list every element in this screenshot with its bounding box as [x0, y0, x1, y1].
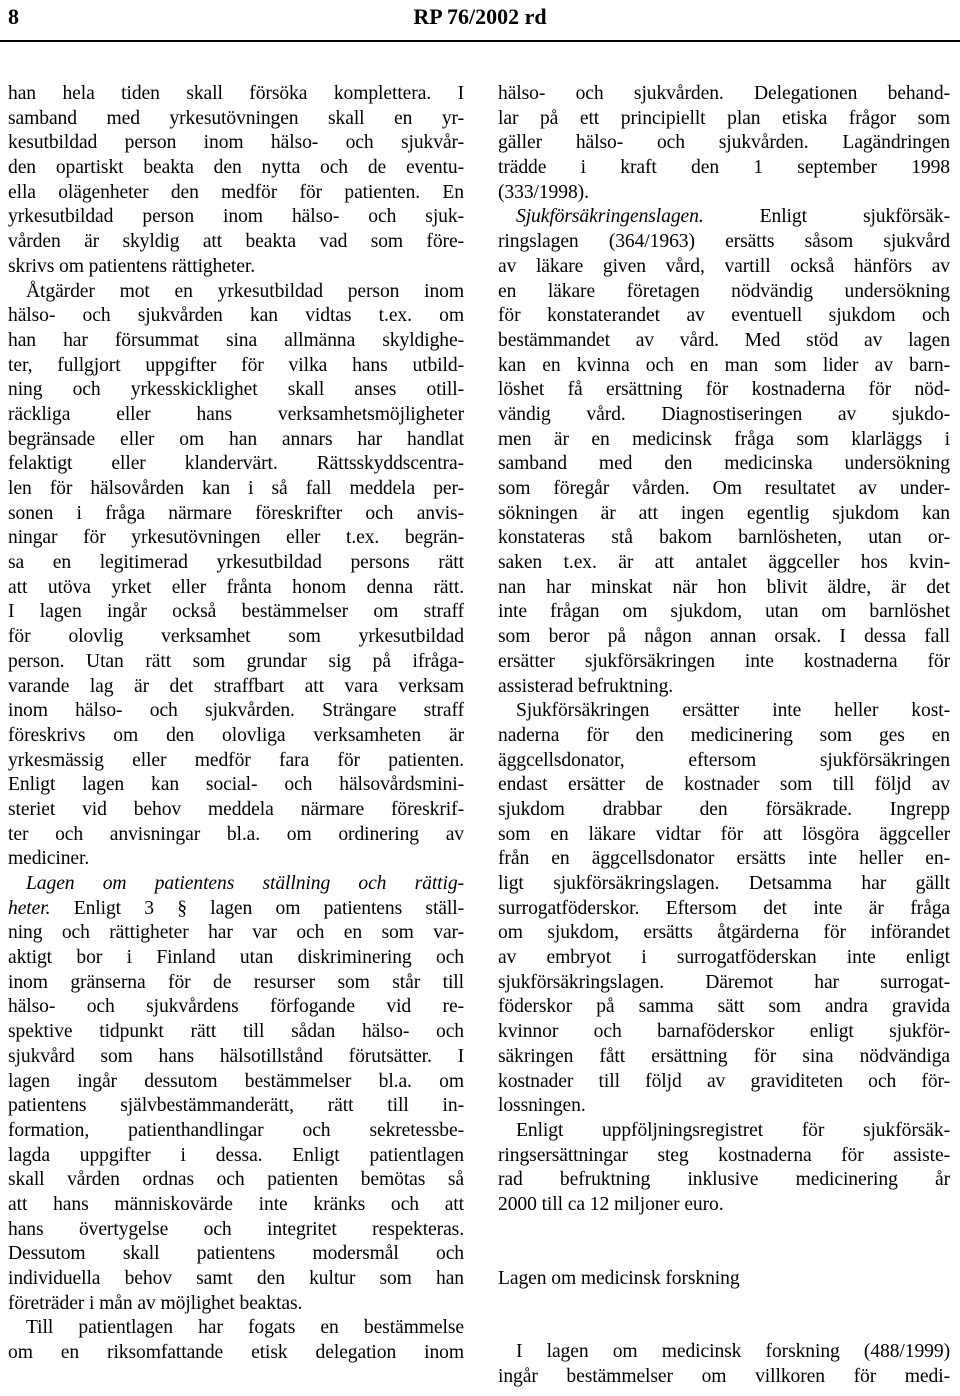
text-line: av embryot i surrogatföderskan inte enligt	[498, 947, 950, 969]
text-line: kan en kvinna och en man som lider av barn-	[498, 354, 950, 376]
text-line: sjukförsäkringslagen. Däremot har surrogat-	[498, 971, 950, 993]
text-line: ter och anvisningar bl.a. om ordinering av	[8, 823, 464, 845]
text-run: Enligt sjukförsäk-	[703, 206, 950, 228]
text-line: ligt sjukförsäkringslagen. Detsamma har gällt	[498, 873, 950, 894]
text-line: från en äggcellsdonator ersätts inte heller en-	[498, 848, 950, 870]
text-line: aktigt bor i Finland utan diskriminering och	[8, 947, 464, 969]
text-line: ter, fullgjort uppgifter för vilka hans utbild-	[8, 354, 464, 376]
text-line: ringslagen (364/1963) ersätts såsom sjukvård	[498, 231, 950, 253]
italic-heading: Sjukförsäkringenslagen.	[516, 206, 704, 228]
text-line: kostnader till följd av graviditeten och för-	[498, 1070, 950, 1092]
text-line: som en läkare vidtar för att lösgöra äggceller	[498, 823, 950, 845]
text-line: konstateras stå bakom barnlösheten, utan or-	[498, 527, 950, 549]
text-line: som beror på någon annan orsak. I dessa fall	[498, 626, 950, 648]
text-line: ella olägenheter den medför för patienten. En	[8, 181, 464, 203]
text-line: surrogatföderskor. Eftersom det inte är fråga	[498, 897, 950, 919]
right-text-column	[498, 82, 950, 1394]
text-line: föreskrivs om den olovliga verksamheten är	[8, 724, 464, 746]
text-line: Enligt uppföljningsregistret för sjukförsäk-	[516, 1119, 950, 1141]
text-line: Lagen om patientens ställning och rättig-	[26, 873, 464, 894]
text-line: Enligt lagen kan social- och hälsovårdsmini-	[8, 774, 464, 796]
text-line: sjukvård som hans hälsotillstånd förutsätter. I	[8, 1045, 464, 1067]
text-line: person. Utan rätt som grundar sig på ifråga-	[8, 650, 464, 672]
text-line: assisterad befruktning.	[498, 675, 674, 697]
text-line: företräder i mån av möjlighet beaktas.	[8, 1292, 303, 1314]
text-line: av läkare given vård, vartill också hänförs av	[498, 255, 950, 277]
text-line: saken t.ex. är att antalet äggceller hos kvin-	[498, 552, 950, 574]
text-line: att hans människovärde inte kränks och att	[8, 1193, 464, 1215]
text-line: Sjukförsäkringen ersätter inte heller kost-	[516, 700, 950, 722]
text-line: sökningen är att ingen egentlig sjukdom kan	[498, 502, 950, 524]
text-line: hälso- och sjukvårdens förfogande vid re-	[8, 996, 464, 1018]
text-line: nan har minskat när hon blivit äldre, är det	[498, 576, 950, 598]
text-line: ning och yrkesskicklighet skall anses otill-	[8, 379, 464, 401]
left-text-column	[8, 82, 464, 1394]
text-line: föderskor på samma sätt som andra gravida	[498, 996, 950, 1018]
text-line: han hela tiden skall försöka komplettera. I	[8, 83, 464, 104]
text-line: varande lag är det straffbart att vara verksam	[8, 675, 464, 697]
text-line: sa en legitimerad yrkesutbildad persons rätt	[8, 552, 464, 574]
text-line: bestämmandet av vård. Med stöd av lagen	[498, 329, 950, 351]
text-line: ersätter sjukförsäkringen inte kostnaderna för	[498, 650, 950, 672]
text-line: löshet få ersättning för kostnaderna för nöd-	[498, 379, 950, 401]
text-line: individuella behov samt den kultur som han	[8, 1268, 464, 1289]
text-line: vården är skyldig att beakta vad som före-	[8, 231, 464, 253]
text-line: inom hälso- och sjukvården. Strängare straff	[8, 700, 464, 722]
text-line: Dessutom skall patientens modersmål och	[8, 1243, 464, 1265]
text-line: kesutbildad person inom hälso- och sjukvår-	[8, 132, 464, 154]
text-line: som föregår vården. Om resultatet av under-	[498, 478, 950, 499]
text-line: sonen i fråga närmare föreskrifter och anvis-	[8, 502, 464, 524]
text-line: säkringen fått ersättning för sina nödvändiga	[498, 1045, 950, 1067]
text-line: spektive tidpunkt rätt till sådan hälso- och	[8, 1021, 464, 1043]
text-line: rad befruktning inklusive medicinering år	[498, 1169, 950, 1191]
text-line: om en riksomfattande etisk delegation inom	[8, 1342, 464, 1364]
text-line: steriet vid behov meddela närmare föreskrif-	[8, 798, 464, 820]
text-line: Till patientlagen har fogats en bestämmelse	[26, 1317, 464, 1339]
text-line: en läkare företagen nödvändig undersökning	[498, 280, 950, 302]
text-line: endast ersätter de kostnader som till följd av	[498, 774, 950, 796]
text-line: inom gränserna för de resurser som står till	[8, 971, 464, 993]
text-line: ringsersättningar steg kostnaderna för assiste-	[498, 1144, 950, 1166]
text-line: yrkesmässig eller medför fara för patienten.	[8, 749, 464, 771]
text-line: lar på ett principiellt plan etiska frågor som	[498, 107, 950, 129]
text-line: kvinnor och barnaföderskor enligt sjukför-	[498, 1021, 950, 1043]
page-number: 8	[8, 4, 19, 29]
text-line: gäller hälso- och sjukvården. Lagändringen	[498, 132, 950, 154]
page-header	[0, 0, 960, 42]
text-line: Lagen om medicinsk forskning	[498, 1267, 740, 1289]
text-line: len för hälsovården kan i så fall meddela per-	[8, 478, 464, 499]
text-line: lagda uppgifter i dessa. Enligt patientlagen	[8, 1144, 464, 1166]
text-line: mediciner.	[8, 848, 90, 870]
text-line: hälso- och sjukvården kan vidtas t.ex. om	[8, 305, 464, 327]
text-line: räckliga eller hans verksamhetsmöjligheter	[8, 403, 464, 425]
text-line: skall vården ordnas och patienten bemötas så	[8, 1169, 464, 1191]
text-line: ning och rättigheter har var och en som var-	[8, 922, 464, 944]
italic-heading: heter.	[8, 897, 51, 919]
text-line: formation, patienthandlingar och sekretessbe-	[8, 1119, 464, 1141]
text-line: skrivs om patientens rättigheter.	[8, 255, 256, 277]
text-line: han har försummat sina allmänna skyldighe-	[8, 329, 464, 351]
text-line: hans övertygelse och integritet respekteras.	[8, 1218, 464, 1240]
text-line: I lagen om medicinsk forskning (488/1999)	[516, 1341, 950, 1363]
text-line: begränsade eller om han annars har handlat	[8, 428, 464, 450]
paragraph-gap	[498, 1218, 950, 1267]
text-line: men är en medicinsk fråga som klarläggs i	[498, 428, 950, 450]
text-line: lossningen.	[498, 1095, 586, 1117]
text-line: hälso- och sjukvården. Delegationen behand-	[498, 83, 950, 104]
text-line: den opartiskt beakta den nytta och de eventu-	[8, 157, 464, 179]
text-line: för olovlig verksamhet som yrkesutbildad	[8, 626, 464, 648]
text-line: ningar för yrkesutövningen eller t.ex. begrän-	[8, 527, 464, 549]
document-reference: RP 76/2002 rd	[413, 4, 547, 29]
paragraph-gap	[498, 1291, 950, 1340]
text-line: 2000 till ca 12 miljoner euro.	[498, 1193, 724, 1215]
text-line: naderna för den medicinering som ges en	[498, 724, 950, 746]
text-line	[8, 897, 464, 922]
text-line: patientens självbestämmanderätt, rätt till in-	[8, 1095, 464, 1117]
text-line: att utöva yrket eller frånta honom denna rätt.	[8, 576, 464, 598]
text-line: Åtgärder mot en yrkesutbildad person inom	[26, 280, 464, 302]
text-run: Enligt 3 § lagen om patientens ställ-	[50, 897, 464, 919]
text-line: vändig vård. Diagnostiseringen av sjukdo-	[498, 403, 950, 425]
text-line: (333/1998).	[498, 181, 589, 203]
text-line: samband med yrkesutövningen skall en yr-	[8, 107, 464, 129]
text-line: trädde i kraft den 1 september 1998	[498, 157, 950, 179]
header-rule	[0, 40, 960, 42]
text-line	[498, 205, 950, 230]
text-line: sjukdom drabbar den försäkrade. Ingrepp	[498, 798, 950, 820]
text-line: lagen ingår dessutom bestämmelser bl.a. om	[8, 1070, 464, 1092]
text-line: ingår bestämmelser om villkoren för medi-	[498, 1366, 950, 1387]
text-line: för konstaterandet av eventuell sjukdom och	[498, 305, 950, 327]
text-line: yrkesutbildad person inom hälso- och sjuk-	[8, 206, 464, 228]
text-line: felaktigt eller klandervärt. Rättsskyddscentra-	[8, 453, 464, 475]
text-line: inte frågan om sjukdom, utan om barnlöshet	[498, 601, 950, 623]
text-line: samband med den medicinska undersökning	[498, 453, 950, 475]
text-line: om sjukdom, ersätts åtgärderna för införandet	[498, 922, 950, 944]
text-line: I lagen ingår också bestämmelser om straff	[8, 601, 464, 623]
text-line: äggcellsdonator, eftersom sjukförsäkringen	[498, 749, 950, 771]
